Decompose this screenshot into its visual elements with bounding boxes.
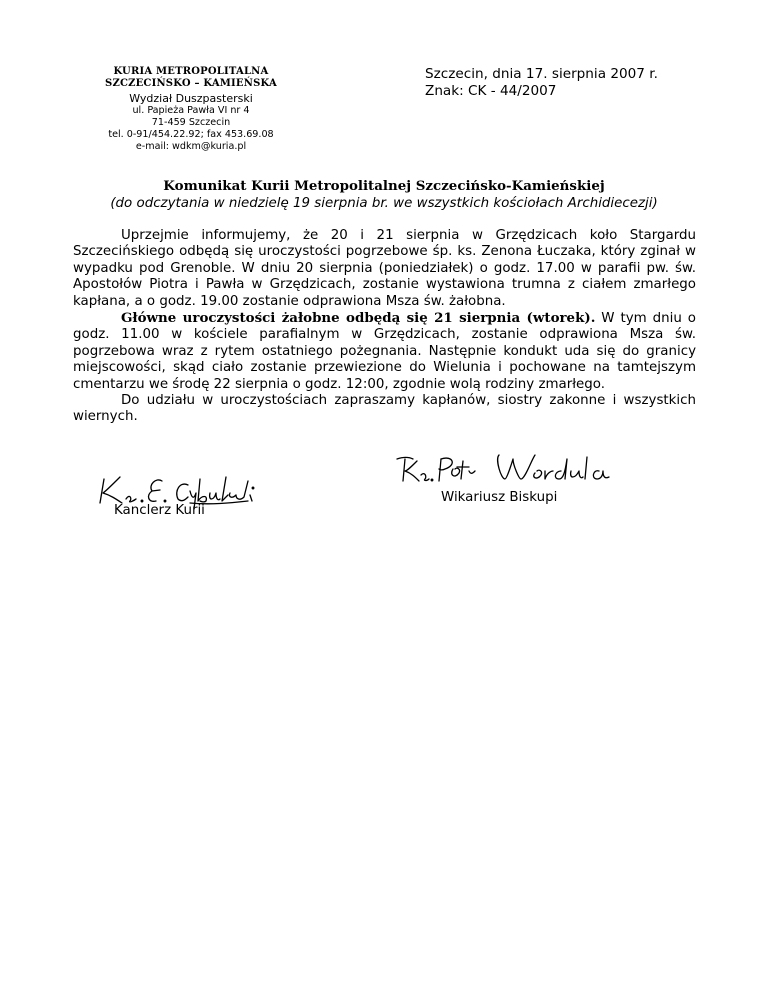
letterhead	[82, 66, 300, 153]
paragraph-2	[73, 310, 696, 393]
document-title: Komunikat Kurii Metropolitalnej Szczecińsko-Kamieńskiej	[163, 178, 605, 194]
org-name-line2: SZCZECIŃSKO – KAMIEŃSKA	[105, 78, 277, 89]
paragraph-2-bold: Główne uroczystości żałobne odbędą się 21 sierpnia (wtorek).	[121, 310, 596, 327]
email: e-mail: wdkm@kuria.pl	[135, 141, 247, 152]
document-meta	[425, 66, 658, 100]
signature-handwriting-left	[90, 455, 265, 510]
org-name-line1: KURIA METROPOLITALNA	[113, 66, 269, 77]
document-reference: Znak: CK - 44/2007	[425, 83, 557, 99]
paragraph-1: Uprzejmie informujemy, że 20 i 21 sierpnia w Grzędzicach koło Stargardu Szczecińskiego odbędą się uroczystości pogrzebowe śp. ks. Zenona Łuczaka, który zginał w wypadku pod Grenoble. W dniu 20 sierpnia (poniedziałek) o godz. 17.00 w parafii pw. św. Apostołów Piotra i Pawła w Grzędzicach, zostanie wystawiona trumna z ciałem zmarłego kapłana, a o godz. 19.00 zostanie odprawiona Msza św. żałobna.	[73, 228, 696, 309]
address-street: ul. Papieża Pawła VI nr 4	[132, 105, 250, 116]
signature-chancellor	[90, 455, 265, 520]
address-city: 71-459 Szczecin	[151, 117, 231, 128]
paragraph-3: Do udziału w uroczystościach zapraszamy kapłanów, siostry zakonne i wszystkich wiernych.	[73, 393, 696, 425]
paragraph-2-rest: W tym dniu o godz. 11.00 w kościele parafialnym w Grzędzicach, zostanie odprawiona Msza św. pogrzebowa wraz z rytem ostatniego pożegnania. Następnie kondukt uda się do granicy miejscowości, skąd ciało zostanie przewiezione do Wielunia i pochowane na tamtejszym cmentarzu we środę 22 sierpnia o godz. 12:00, zgodnie wolą rodziny zmarłego.	[73, 311, 697, 392]
signature-handwriting-right	[395, 445, 625, 490]
department-name: Wydział Duszpasterski	[129, 92, 253, 105]
signature-label-chancellor: Kanclerz Kurii	[114, 503, 205, 518]
signature-label-vicar: Wikariusz Biskupi	[441, 490, 558, 505]
signature-vicar	[395, 445, 625, 505]
document-body	[73, 228, 696, 426]
document-subtitle: (do odczytania w niedzielę 19 sierpnia br. we wszystkich kościołach Archidiecezji)	[110, 196, 658, 211]
document-date: Szczecin, dnia 17. sierpnia 2007 r.	[425, 66, 658, 82]
phone-fax: tel. 0-91/454.22.92; fax 453.69.08	[108, 129, 274, 140]
document-heading	[60, 177, 708, 213]
